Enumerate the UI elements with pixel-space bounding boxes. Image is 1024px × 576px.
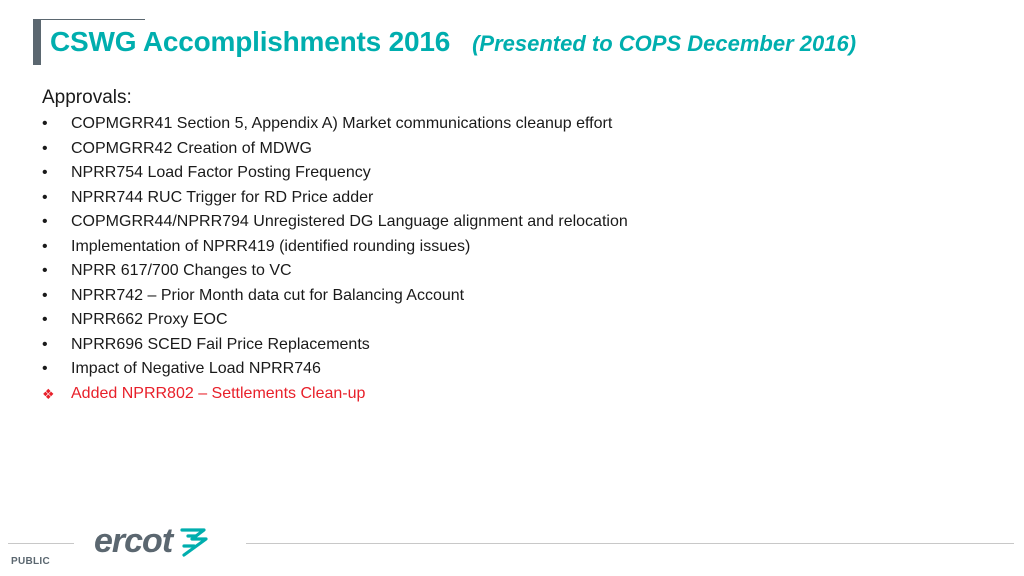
list-item-text: NPRR662 Proxy EOC bbox=[71, 311, 228, 328]
bullet-icon: • bbox=[42, 188, 48, 206]
bullet-icon: • bbox=[42, 164, 48, 181]
list-item-text: NPRR744 RUC Trigger for RD Price adder bbox=[71, 188, 374, 206]
list-item-text: NPRR696 SCED Fail Price Replacements bbox=[71, 335, 370, 353]
bullet-icon: • bbox=[42, 115, 48, 132]
list-item-text: NPRR754 Load Factor Posting Frequency bbox=[71, 164, 371, 181]
approvals-list bbox=[42, 114, 942, 408]
title-accent-bar bbox=[33, 19, 41, 65]
footer-divider-right bbox=[246, 543, 1014, 544]
title-main: CSWG Accomplishments 2016 bbox=[50, 26, 451, 57]
bullet-icon: • bbox=[42, 262, 48, 279]
list-item bbox=[42, 237, 942, 262]
ercot-lightning-mark-icon bbox=[176, 525, 210, 559]
list-item bbox=[42, 188, 942, 213]
list-item-text: Implementation of NPRR419 (identified rounding issues) bbox=[71, 237, 471, 255]
list-item bbox=[42, 139, 942, 164]
ercot-logo bbox=[94, 521, 210, 561]
page-title bbox=[50, 26, 856, 58]
list-item bbox=[42, 114, 942, 139]
list-item bbox=[42, 335, 942, 360]
list-item-text: COPMGRR44/NPRR794 Unregistered DG Language alignment and relocation bbox=[71, 213, 628, 230]
list-item-text: NPRR 617/700 Changes to VC bbox=[71, 262, 292, 279]
list-item bbox=[42, 212, 942, 237]
bullet-icon: • bbox=[42, 335, 48, 353]
list-item bbox=[42, 163, 942, 188]
list-item-text: COPMGRR42 Creation of MDWG bbox=[71, 139, 312, 157]
bullet-icon: • bbox=[42, 360, 48, 377]
list-item bbox=[42, 261, 942, 286]
list-item-text: COPMGRR41 Section 5, Appendix A) Market communications cleanup effort bbox=[71, 115, 613, 132]
footer-divider-left bbox=[8, 543, 74, 544]
list-item bbox=[42, 310, 942, 335]
list-item bbox=[42, 286, 942, 311]
logo-wordmark: ercot bbox=[94, 522, 173, 560]
bullet-icon: • bbox=[42, 286, 48, 304]
classification-label: PUBLIC bbox=[11, 556, 51, 567]
list-item-text: Added NPRR802 – Settlements Clean-up bbox=[71, 384, 366, 402]
title-subtitle: (Presented to COPS December 2016) bbox=[472, 31, 857, 56]
list-item-highlighted bbox=[42, 384, 942, 409]
bullet-icon: • bbox=[42, 139, 48, 157]
bullet-icon: • bbox=[42, 237, 48, 255]
list-item-text: NPRR742 – Prior Month data cut for Balancing Account bbox=[71, 286, 465, 304]
bullet-icon: • bbox=[42, 213, 48, 230]
diamond-bullet-icon: ❖ bbox=[42, 385, 55, 402]
list-item-text: Impact of Negative Load NPRR746 bbox=[71, 360, 321, 377]
list-item bbox=[42, 359, 942, 384]
title-top-rule bbox=[41, 19, 145, 20]
bullet-icon: • bbox=[42, 311, 48, 328]
section-label-approvals: Approvals: bbox=[42, 87, 132, 108]
